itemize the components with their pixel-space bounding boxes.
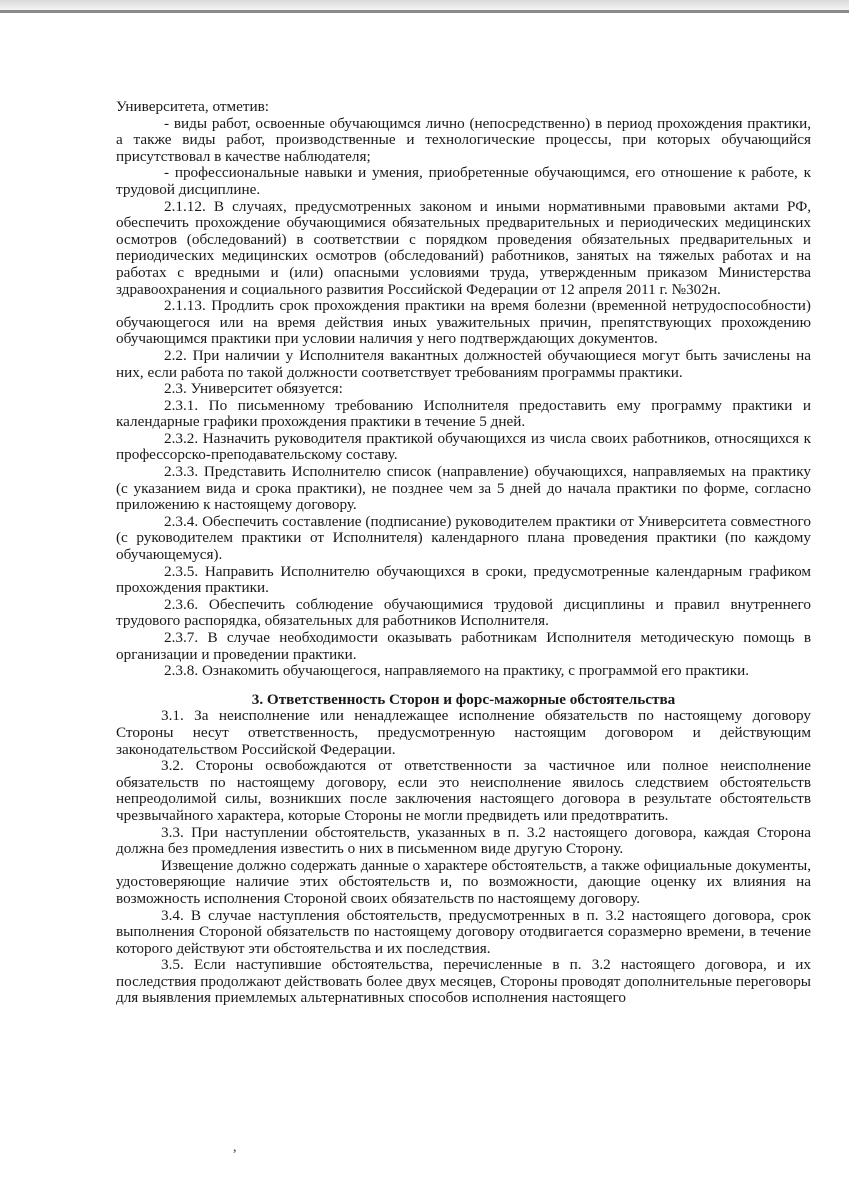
paragraph: 2.3.4. Обеспечить составление (подписание) руководителем практики от Университета совместного (с руководителем практики от Исполнителя) календарного плана проведения практики (по каждому обучающемуся).: [116, 512, 811, 564]
document-page: [116, 99, 811, 1007]
paragraph: 2.2. При наличии у Исполнителя вакантных должностей обучающиеся могут быть зачислены на них, если работа по такой должности соответствует требованиям программы практики.: [116, 346, 811, 381]
paragraph: 2.3.8. Ознакомить обучающегося, направляемого на практику, с программой его практики.: [164, 662, 750, 680]
paragraph: Извещение должно содержать данные о характере обстоятельств, а также официальные документы, удостоверяющие наличие этих обстоятельств и, по возможности, дающие оценку их влияния на возможность исполнения Стороной своих обязательств по настоящему договору.: [116, 856, 811, 907]
paragraph: 3.2. Стороны освобождаются от ответственности за частичное или полное неисполнение обязательств по настоящему договору, если это неисполнение явилось следствием обстоятельств непреодолимой силы, возникших после заключения настоящего договора в результате обстоятельств чрезвычайного характера, которые Стороны не могли предвидеть или предотвратить.: [116, 757, 811, 824]
paragraph: 3.3. При наступлении обстоятельств, указанных в п. 3.2 настоящего договора, каждая Сторона должна без промедления известить о них в письменном виде другую Сторону.: [116, 823, 811, 858]
paragraph: 3.1. За неисполнение или ненадлежащее исполнение обязательств по настоящему договору Стороны несут ответственность, предусмотренную настоящим договором и действующим законодательством Российской Федерации.: [116, 707, 811, 758]
paragraph: 3.5. Если наступившие обстоятельства, перечисленные в п. 3.2 настоящего договора, и их последствия продолжают действовать более двух месяцев, Стороны проводят дополнительные переговоры для выявления приемлемых альтернативных способов исполнения настоящего: [116, 956, 811, 1007]
scan-speck: ,: [233, 1140, 237, 1155]
section-heading: 3. Ответственность Сторон и форс-мажорные обстоятельства: [251, 690, 676, 708]
paragraph: 2.3.7. В случае необходимости оказывать работникам Исполнителя методическую помощь в организации и проведении практики.: [116, 629, 811, 663]
scan-edge-line: [0, 10, 849, 13]
paragraph: Университета, отметив:: [116, 98, 270, 115]
paragraph: 2.3.1. По письменному требованию Исполнителя предоставить ему программу практики и календарные графики прохождения практики в течение 5 дней.: [116, 396, 811, 431]
paragraph: 2.3.5. Направить Исполнителю обучающихся в сроки, предусмотренные календарным графиком прохождения практики.: [116, 562, 811, 597]
paragraph: - виды работ, освоенные обучающимся лично (непосредственно) в период прохождения практики, а также виды работ, производственные и технологические процессы, при которых обучающийся присутствовал в качестве наблюдателя;: [116, 114, 811, 165]
paragraph: 2.3.6. Обеспечить соблюдение обучающимися трудовой дисциплины и правил внутреннего трудового распорядка, обязательных для работников Исполнителя.: [116, 595, 811, 630]
paragraph: 2.3.2. Назначить руководителя практикой обучающихся из числа своих работников, относящихся к профессорско-преподавательскому составу.: [116, 429, 811, 464]
paragraph: 3.4. В случае наступления обстоятельств, предусмотренных в п. 3.2 настоящего договора, срок выполнения Стороной обязательств по настоящему договору отодвигается соразмерно времени, в течение которого действуют эти обстоятельства и их последствия.: [116, 906, 811, 957]
paragraph: 2.1.13. Продлить срок прохождения практики на время болезни (временной нетрудоспособности) обучающегося или на время действия иных уважительных причин, препятствующих прохождению обучающимся практики при условии наличия у него подтверждающих документов.: [116, 297, 811, 348]
paragraph: 2.3. Университет обязуется:: [164, 380, 343, 398]
paragraph: 2.3.3. Представить Исполнителю список (направление) обучающихся, направляемых на практику (с указанием вида и срока практики), не позднее чем за 5 дней до начала практики по форме, согласно приложению к настоящему договору.: [116, 463, 811, 514]
paragraph: 2.1.12. В случаях, предусмотренных законом и иными нормативными правовыми актами РФ, обеспечить прохождение обучающимися обязательных предварительных и периодических медицинских осмотров (обследований) в соответствии с порядком проведения обязательных предварительных и периодических медицинских осмотров (обследований) работников, занятых на тяжелых работах и на работах с вредными и (или) опасными условиями труда, утвержденным приказом Министерства здравоохранения и социального развития Российской Федерации от 12 апреля 2011 г. №302н.: [116, 197, 811, 298]
spacer: [116, 680, 811, 692]
paragraph: - профессиональные навыки и умения, приобретенные обучающимся, его отношение к работе, к трудовой дисциплине.: [116, 164, 811, 198]
